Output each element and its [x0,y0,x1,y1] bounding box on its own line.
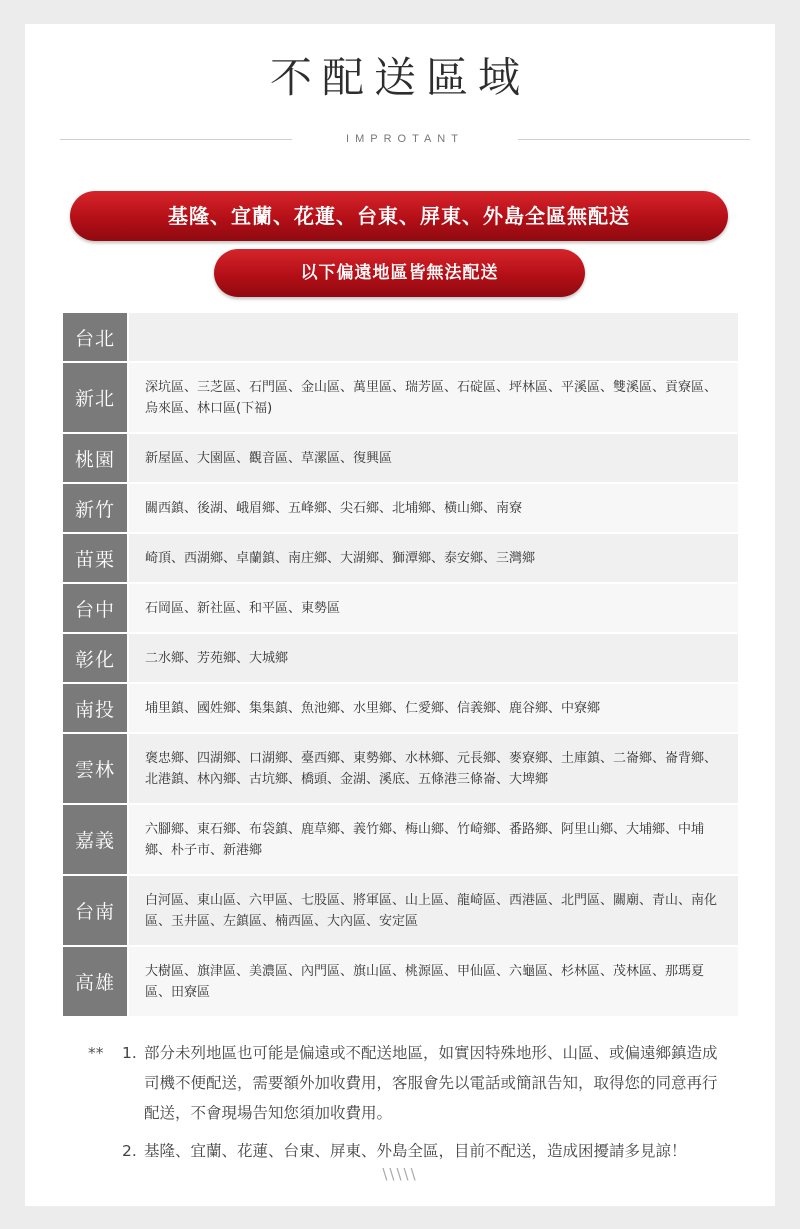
region-name: 彰化 [63,634,127,682]
table-row [63,484,738,534]
region-districts: 新屋區、大園區、觀音區、草漯區、復興區 [129,434,738,482]
remote-areas-banner: 以下偏遠地區皆無法配送 [214,249,585,297]
footnote-number: 2. [122,1142,137,1160]
table-row [63,684,738,734]
region-name: 台南 [63,876,127,945]
region-name: 南投 [63,684,127,732]
table-row [63,947,738,1018]
region-districts: 埔里鎮、國姓鄉、集集鎮、魚池鄉、水里鄉、仁愛鄉、信義鄉、鹿谷鄉、中寮鄉 [129,684,738,732]
no-delivery-banner: 基隆、宜蘭、花蓮、台東、屏東、外島全區無配送 [70,191,728,241]
table-row [63,634,738,684]
table-row [63,734,738,805]
table-row [63,876,738,947]
region-districts: 大樹區、旗津區、美濃區、內門區、旗山區、桃源區、甲仙區、六龜區、杉林區、茂林區、那瑪夏區、田寮區 [129,947,738,1016]
region-table [63,313,738,1018]
table-row [63,363,738,434]
table-row [63,313,738,363]
table-row [63,434,738,484]
divider-line-right [518,139,750,140]
region-name: 台中 [63,584,127,632]
region-name: 嘉義 [63,805,127,874]
region-districts: 深坑區、三芝區、石門區、金山區、萬里區、瑞芳區、石碇區、坪林區、平溪區、雙溪區、貢寮區、烏來區、林口區(下福) [129,363,738,432]
footnote-marker: ** [88,1044,104,1062]
footnotes [88,1038,728,1166]
page-title: 不配送區域 [269,53,530,102]
page-subtitle: IMPROTANT [346,133,464,145]
region-districts [129,313,738,361]
region-districts: 石岡區、新社區、和平區、東勢區 [129,584,738,632]
region-name: 台北 [63,313,127,361]
closing-slashes: \\\\\ [382,1165,418,1183]
subtitle-row [60,128,750,148]
region-districts: 六腳鄉、東石鄉、布袋鎮、鹿草鄉、義竹鄉、梅山鄉、竹崎鄉、番路鄉、阿里山鄉、大埔鄉、中埔鄉、朴子市、新港鄉 [129,805,738,874]
region-name: 新竹 [63,484,127,532]
region-name: 桃園 [63,434,127,482]
footnote-item [88,1038,728,1128]
region-districts: 褒忠鄉、四湖鄉、口湖鄉、臺西鄉、東勢鄉、水林鄉、元長鄉、麥寮鄉、土庫鎮、二崙鄉、崙背鄉、北港鎮、林內鄉、古坑鄉、橋頭、金湖、溪底、五條港三條崙、大埤鄉 [129,734,738,803]
footnote-item [88,1136,728,1166]
region-districts: 崎頂、西湖鄉、卓蘭鎮、南庄鄉、大湖鄉、獅潭鄉、泰安鄉、三灣鄉 [129,534,738,582]
region-name: 高雄 [63,947,127,1016]
region-districts: 關西鎮、後湖、峨眉鄉、五峰鄉、尖石鄉、北埔鄉、橫山鄉、南寮 [129,484,738,532]
region-name: 新北 [63,363,127,432]
footnote-indent [88,1136,122,1166]
table-row [63,584,738,634]
region-name: 雲林 [63,734,127,803]
footnote-number: 1. [122,1044,137,1062]
table-row [63,534,738,584]
region-districts: 二水鄉、芳苑鄉、大城鄉 [129,634,738,682]
table-row [63,805,738,876]
footnote-text: 基隆、宜蘭、花蓮、台東、屏東、外島全區，目前不配送，造成困擾請多見諒！ [144,1142,687,1160]
region-districts: 白河區、東山區、六甲區、七股區、將軍區、山上區、龍崎區、西港區、北門區、關廟、青山、南化區、玉井區、左鎮區、楠西區、大內區、安定區 [129,876,738,945]
footnote-text: 部分未列地區也可能是偏遠或不配送地區，如實因特殊地形、山區、或偏遠鄉鎮造成司機不便配送，需要額外加收費用，客服會先以電話或簡訊告知，取得您的同意再行配送，不會現場告知您須加收費用。 [144,1044,718,1122]
region-name: 苗栗 [63,534,127,582]
